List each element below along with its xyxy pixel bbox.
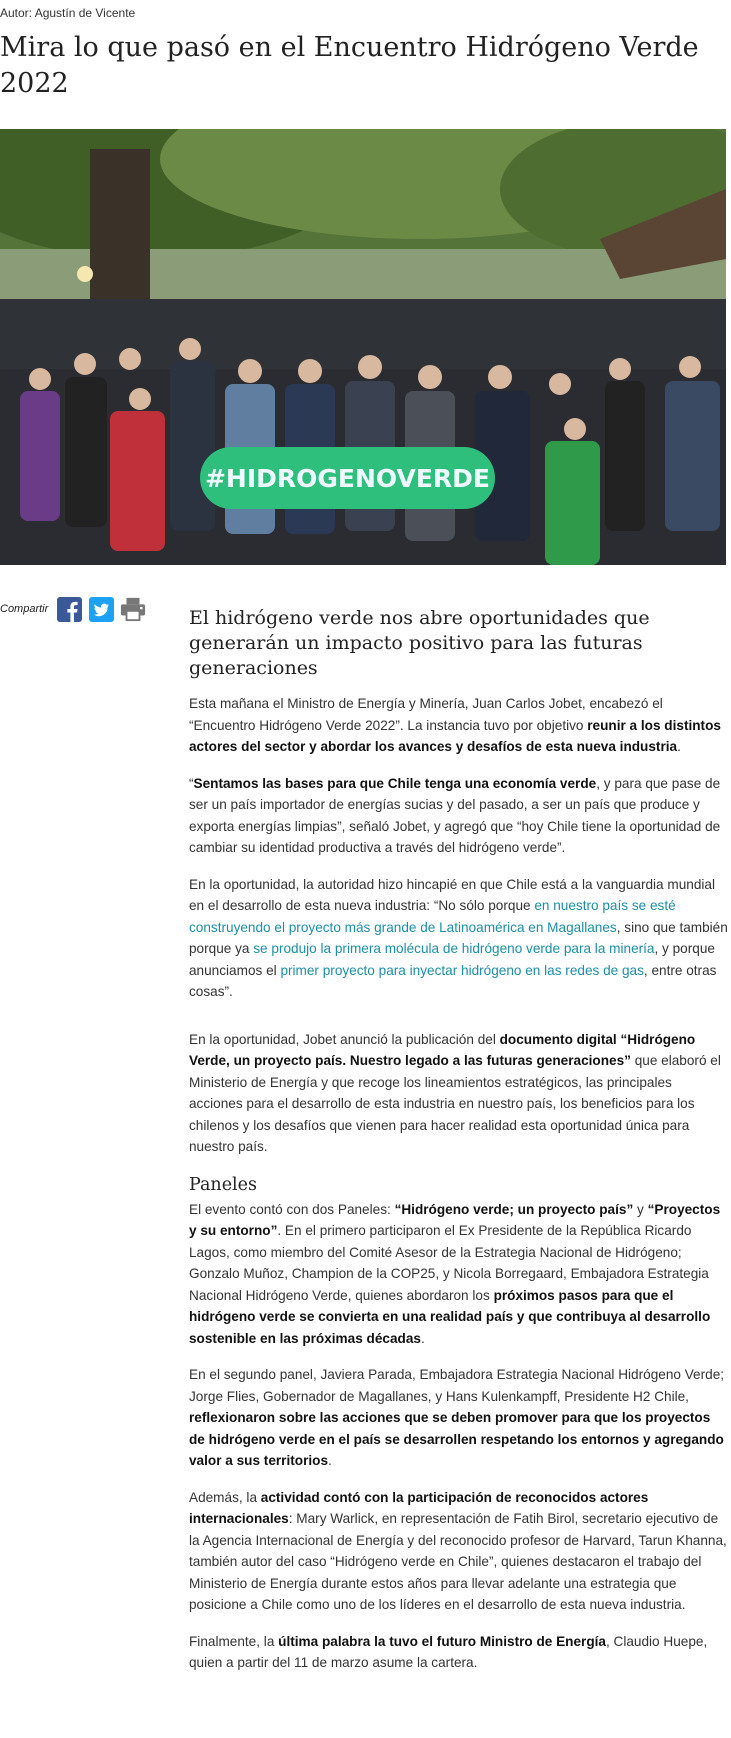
- bold-text: reflexionaron sobre las acciones que se deben promover para que los proyectos de hidrógeno verde en el país se desarrollen respetando los entornos y agregando valor a sus territorios: [189, 1410, 724, 1468]
- bold-text: “Hidrógeno verde; un proyecto país”: [394, 1201, 634, 1217]
- text: .: [328, 1453, 332, 1468]
- bold-text: próximos pasos para que el hidrógeno verde se convierta en una realidad país y que contribuya al desarrollo sostenible en las próximas décadas: [189, 1287, 711, 1346]
- article-body: [189, 606, 729, 1689]
- text: “: [189, 775, 194, 791]
- facebook-icon[interactable]: [56, 596, 82, 622]
- text: . En el primero participaron el Ex Presidente de la República Ricardo Lagos, como miembro del Comité Asesor de la Estrategia Nacional de Hidrógeno; Gonzalo Muñoz, Champion de la COP25, y Nicola Borregaard, Embajadora Estrategia Nacional Hidrógeno Verde, quienes abordaron los: [189, 1223, 709, 1303]
- link-primera-molecula[interactable]: se produjo la primera molécula de hidrógeno verde para la minería: [253, 941, 655, 956]
- paragraph-3: [189, 874, 729, 1003]
- text: , entre otras cosas”.: [189, 962, 717, 999]
- text: En la oportunidad, la autoridad hizo hincapié en que Chile está a la vanguardia mundial en el desarrollo de esta nueva industria: “No sólo porque: [189, 876, 715, 913]
- print-icon[interactable]: [120, 596, 146, 622]
- bold-text: reunir a los distintos actores del sector y abordar los avances y desafíos de esta nueva industria: [189, 717, 721, 754]
- text: , y para que pase de ser un país importador de energías sucias y del pasado, a ser un país que produce y exporta energías limpias”, señaló Jobet, y agregó que “hoy Chile tiene la oportunidad de cambiar su identidad productiva a través del hidrógeno verde”.: [189, 775, 721, 855]
- text: En el segundo panel, Javiera Parada, Embajadora Estrategia Nacional Hidrógeno Verde; Jorge Flies, Gobernador de Magallanes, y Hans Kulenkampff, Presidente H2 Chile,: [189, 1367, 725, 1404]
- text: En la oportunidad, Jobet anunció la publicación del: [189, 1031, 500, 1047]
- text: , Claudio Huepe, quien a partir del 11 de marzo asume la cartera.: [189, 1633, 708, 1670]
- text: Además, la: [189, 1489, 261, 1505]
- text: , y porque anunciamos el: [189, 941, 715, 978]
- text: Finalmente, la: [189, 1633, 279, 1649]
- paragraph-4: [189, 1029, 729, 1158]
- event-photo: [0, 129, 726, 565]
- bold-text: última palabra la tuvo el futuro Ministro de Energía: [278, 1633, 606, 1649]
- author-byline: Autor: Agustín de Vicente: [0, 6, 136, 20]
- paragraph-1: [189, 693, 729, 758]
- text: Esta mañana el Ministro de Energía y Minería, Juan Carlos Jobet, encabezó el “Encuentro Hidrógeno Verde 2022”. La instancia tuvo por objetivo: [189, 696, 663, 733]
- text: y: [633, 1201, 648, 1217]
- share-bar: [0, 596, 146, 622]
- bold-text: “Proyectos y su entorno”: [189, 1201, 721, 1238]
- bold-text: actividad contó con la participación de reconocidos actores internacionales: [189, 1489, 649, 1526]
- paragraph-7: [189, 1487, 729, 1616]
- photo-banner-text: #HIDROGENOVERDE: [204, 463, 491, 493]
- text: .: [677, 739, 681, 754]
- text: .: [420, 1330, 425, 1346]
- paragraph-2: [189, 773, 729, 859]
- link-redes-de-gas[interactable]: primer proyecto para inyectar hidrógeno en las redes de gas: [280, 962, 644, 978]
- article-subtitle: El hidrógeno verde nos abre oportunidades que generarán un impacto positivo para las futuras generaciones: [189, 607, 650, 679]
- text: que elaboró el Ministerio de Energía y que recoge los lineamientos estratégicos, las principales acciones para el desarrollo de esta industria en nuestro país, los beneficios para los chilenos y los desafíos que vienen para hacer realidad esta oportunidad única para nuestro país.: [189, 1053, 721, 1154]
- paragraph-8: [189, 1631, 729, 1674]
- section-heading: Paneles: [189, 1174, 257, 1195]
- article-title: Mira lo que pasó en el Encuentro Hidrógeno Verde 2022: [0, 32, 699, 99]
- bold-text: documento digital “Hidrógeno Verde, un proyecto país. Nuestro legado a las futuras generaciones”: [189, 1031, 696, 1068]
- paragraph-6: [189, 1364, 729, 1472]
- link-proyecto-magallanes[interactable]: en nuestro país se esté construyendo el proyecto más grande de Latinoamérica en Magallanes: [189, 898, 676, 935]
- share-label: Compartir: [0, 603, 49, 615]
- paragraph-5: [189, 1199, 729, 1350]
- text: El evento contó con dos Paneles:: [189, 1201, 395, 1217]
- twitter-icon[interactable]: [88, 596, 114, 622]
- text: , sino que también porque ya: [189, 919, 728, 956]
- text: : Mary Warlick, en representación de Fatih Birol, secretario ejecutivo de la Agencia Internacional de Energía y del reconocido profesor de Harvard, Tarun Khanna, también autor del caso “Hidrógeno verde en Chile”, quienes destacaron el trabajo del Ministerio de Energía durante estos años para llevar adelante una estrategia que posicione a Chile como uno de los líderes en el desarrollo de esta nueva industria.: [189, 1511, 727, 1612]
- bold-text: Sentamos las bases para que Chile tenga una economía verde: [193, 775, 597, 791]
